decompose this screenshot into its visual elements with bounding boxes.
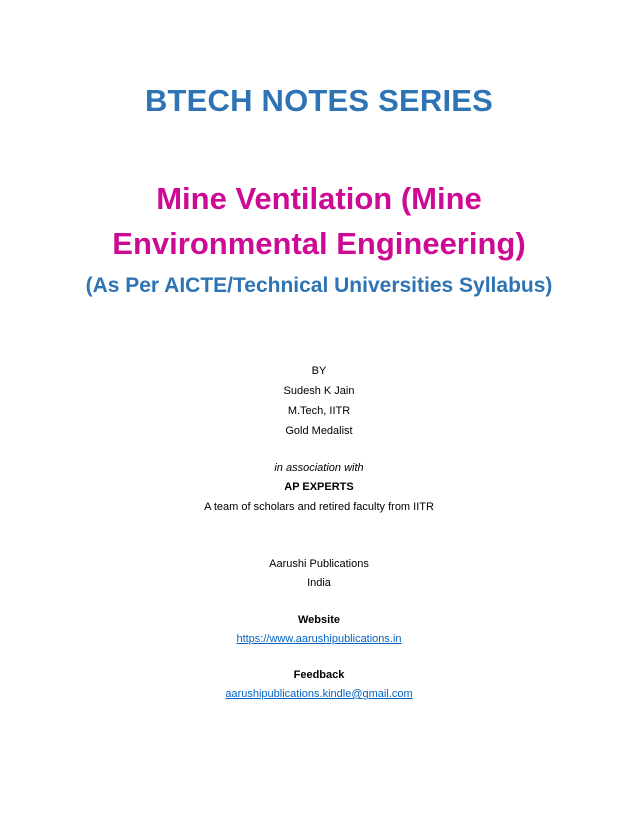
team-description: A team of scholars and retired faculty from IITR <box>204 501 434 513</box>
author-degree: M.Tech, IITR <box>287 405 351 417</box>
feedback-label: Feedback <box>293 669 345 681</box>
book-title-line-2: Environmental Engineering) <box>112 226 526 261</box>
feedback-email-link[interactable]: aarushipublications.kindle@gmail.com <box>225 688 413 700</box>
author-name: Sudesh K Jain <box>283 385 355 397</box>
feedback-link-row <box>0 688 638 700</box>
website-link-row <box>0 633 638 645</box>
publisher-country: India <box>307 577 331 589</box>
syllabus-subtitle: (As Per AICTE/Technical Universities Syllabus) <box>85 274 553 297</box>
by-label: BY <box>311 365 327 377</box>
team-name: AP EXPERTS <box>284 481 354 493</box>
book-title-line-1: Mine Ventilation (Mine <box>156 181 482 216</box>
publisher-name: Aarushi Publications <box>269 558 369 570</box>
association-label: in association with <box>274 462 364 474</box>
author-honor: Gold Medalist <box>285 425 353 437</box>
website-label: Website <box>298 614 340 626</box>
website-link[interactable]: https://www.aarushipublications.in <box>236 633 402 645</box>
series-title: BTECH NOTES SERIES <box>144 83 494 118</box>
